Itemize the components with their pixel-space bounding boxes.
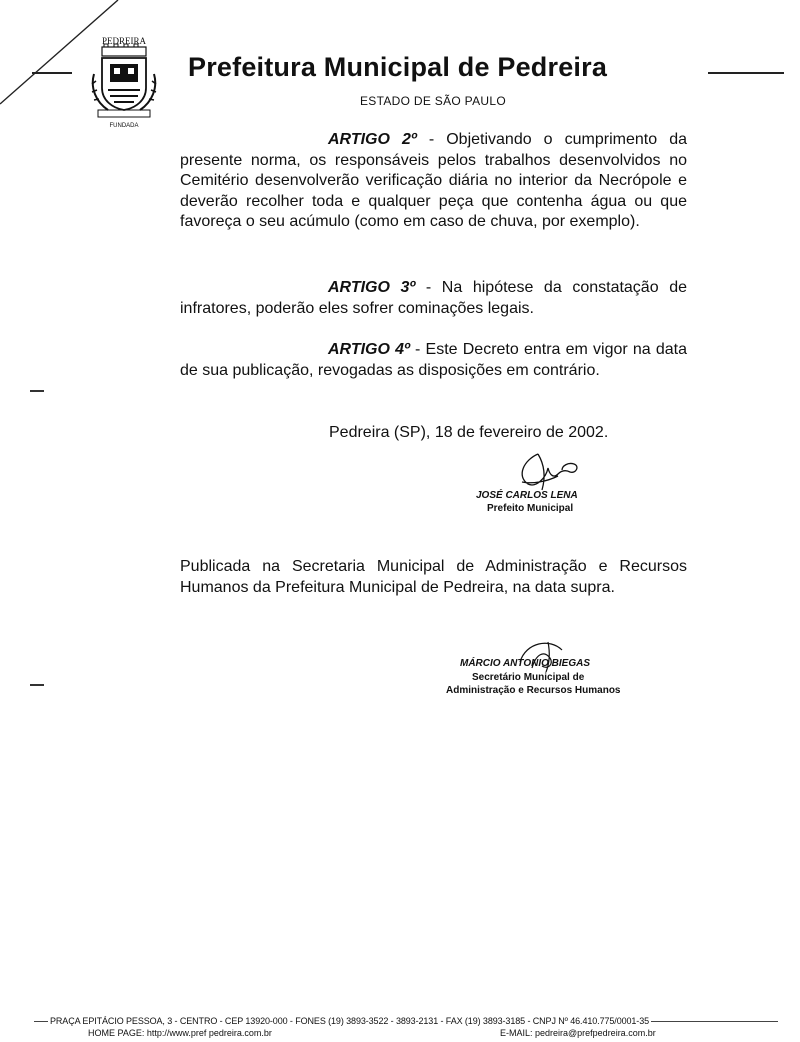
header-rule-left: [32, 72, 72, 74]
margin-mark: [30, 684, 44, 686]
article-2-label: ARTIGO 2º: [328, 131, 417, 148]
article-2-text: - Objetivando o cumprimento da presente norma, os responsáveis pelos trabalhos desenvolvidos no Cemitério desenvolverão verificação diária no interior da Necrópole e deverão recolher toda e qualquer peça que contenha água ou que favoreça o seu acúmulo (como em caso de chuva, por exemplo).: [180, 131, 687, 230]
footer-homepage: HOME PAGE: http://www.pref pedreira.com.br: [88, 1028, 272, 1038]
header-rule-right: [708, 72, 784, 74]
coat-of-arms-logo: [88, 34, 160, 130]
article-4-paragraph: [180, 340, 687, 381]
svg-text:PEDREIRA: PEDREIRA: [101, 36, 147, 46]
svg-text:FUNDADA: FUNDADA: [109, 123, 139, 129]
article-3-paragraph: [180, 278, 687, 319]
signature2-role-line2: Administração e Recursos Humanos: [446, 685, 621, 696]
footer-email: E-MAIL: pedreira@prefpedreira.com.br: [500, 1028, 656, 1038]
article-3-text: - Na hipótese da constatação de infratores, poderão eles sofrer cominações legais.: [180, 279, 687, 317]
article-3-label: ARTIGO 3º: [328, 279, 416, 296]
signature-mayor: [508, 448, 588, 494]
date-line: Pedreira (SP), 18 de fevereiro de 2002.: [329, 424, 609, 441]
article-2-paragraph: [180, 130, 687, 233]
article-4-label: ARTIGO 4º: [328, 341, 410, 358]
header-state: ESTADO DE SÃO PAULO: [360, 94, 506, 108]
header-title: Prefeitura Municipal de Pedreira: [188, 52, 608, 82]
publication-note: Publicada na Secretaria Municipal de Administração e Recursos Humanos da Prefeitura Municipal de Pedreira, na data supra.: [180, 558, 687, 596]
article-4-text: - Este Decreto entra em vigor na data de sua publicação, revogadas as disposições em contrário.: [180, 341, 687, 379]
footer-address: PRAÇA EPITÁCIO PESSOA, 3 - CENTRO - CEP 13920-000 - FONES (19) 3893-3522 - 3893-2131 - FAX (19) 3893-3185 - CNPJ Nº 46.410.775/0001-35: [50, 1016, 650, 1026]
signature1-role: Prefeito Municipal: [487, 503, 574, 514]
signature1-name: JOSÉ CARLOS LENA: [476, 490, 578, 501]
signature2-name: MÁRCIO ANTONIO BIEGAS: [460, 658, 591, 669]
signature2-role-line1: Secretário Municipal de: [472, 672, 585, 683]
margin-mark: [30, 390, 44, 392]
